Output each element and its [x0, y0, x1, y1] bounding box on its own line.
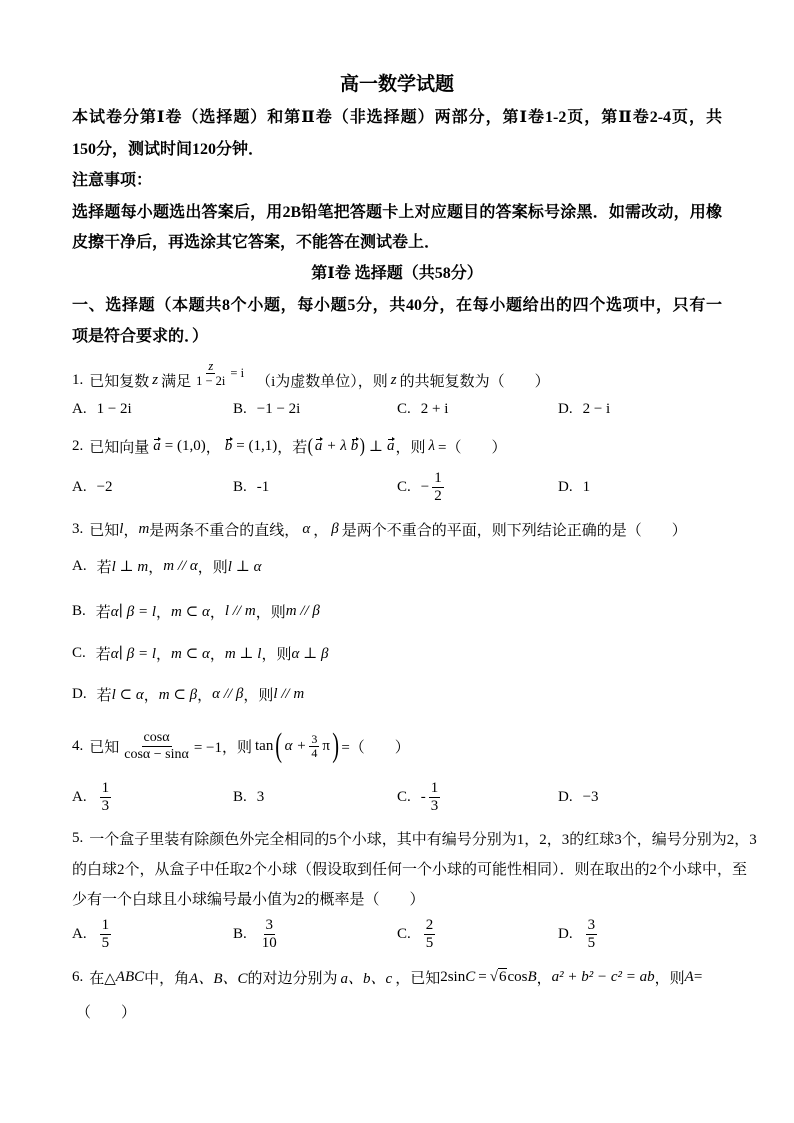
fraction-denominator: 5 — [101, 934, 110, 951]
conclusion: l // m — [273, 685, 305, 702]
question-5-stem-line-3 — [72, 883, 425, 913]
stem-text: （i为虚数单位），则 — [256, 373, 388, 390]
option-a — [72, 389, 132, 429]
separator: ， — [197, 687, 213, 704]
fraction-numerator: 3 — [265, 916, 274, 933]
left-paren: ( — [275, 727, 283, 764]
stem-text: 已知 — [89, 522, 120, 539]
fraction-denominator: 5 — [425, 934, 434, 951]
option-label: B. — [233, 925, 247, 942]
option-text: 若 — [95, 646, 111, 663]
option-fraction — [429, 780, 441, 815]
option-label: D. — [558, 400, 573, 417]
option-label: D. — [558, 478, 573, 495]
option-value: 2 − i — [582, 400, 611, 417]
variable-beta: β — [331, 520, 339, 537]
condition: m ⊥ l — [224, 645, 262, 662]
conclusion: l ⊥ α — [227, 558, 262, 575]
stem-text: 已知 — [89, 739, 120, 756]
option-c — [397, 389, 448, 429]
stem-text: ， — [536, 970, 552, 987]
separator: ， — [156, 604, 172, 621]
option-label: D. — [72, 685, 87, 702]
intro-line-2: 150分，测试时间120分钟． — [72, 141, 265, 158]
equation-rhs: = i — [230, 365, 245, 380]
vector-b: b — [350, 437, 359, 454]
fraction-denominator: 4 — [311, 745, 318, 760]
vector-a: a — [387, 437, 395, 454]
condition: m // α — [163, 557, 198, 574]
stem-text: 满足 — [161, 373, 192, 390]
intro-line-1: 本试卷分第Ⅰ卷（选择题）和第Ⅱ卷（非选择题）两部分，第Ⅰ卷1-2页，第Ⅱ卷2-4页，共 — [72, 109, 722, 126]
question-5-options — [72, 914, 722, 954]
fraction-numerator: 1 — [434, 469, 442, 486]
question-2-stem — [72, 426, 507, 466]
sqrt-radicand: 6 — [498, 969, 507, 985]
variable-c: C — [465, 968, 476, 985]
condition: l ⊥ m — [111, 558, 149, 575]
stem-text: ，则 — [395, 439, 426, 456]
sqrt-sign: √ — [489, 968, 498, 985]
option-label: A. — [72, 788, 87, 805]
option-sign: - — [420, 788, 426, 805]
option-label: A. — [72, 557, 87, 574]
question-number: 1. — [72, 371, 84, 388]
angle-names: A、B、C — [189, 970, 248, 987]
fraction-denominator: 10 — [261, 934, 277, 951]
option-value: −2 — [96, 478, 113, 495]
conclusion: α ⊥ β — [291, 645, 329, 662]
option-value: -1 — [256, 478, 270, 495]
stem-text: 一个盒子里装有除颜色外完全相同的5个小球，其中有编号分别为1，2，3的红球3个，编号分别为2，3 — [89, 831, 757, 848]
notice-line-1: 选择题每小题选出答案后，用2B铅笔把答题卡上对应题目的答案标号涂黑．如需改动，用橡 — [72, 204, 722, 221]
stem-text: ，若 — [277, 439, 308, 456]
question-4-stem — [72, 726, 410, 766]
separator: ，则 — [243, 687, 274, 704]
triangle-name: ABC — [115, 968, 145, 985]
option-fraction — [100, 780, 112, 815]
notice-heading: 注意事项： — [72, 172, 153, 189]
question-number: 5. — [72, 829, 84, 846]
stem-text: ，则 — [654, 970, 685, 987]
option-value: 1 − 2i — [96, 400, 132, 417]
question-number: 4. — [72, 737, 84, 754]
stem-text: 中，角 — [144, 970, 190, 987]
exam-title: 高一数学试题 — [339, 74, 454, 95]
option-value: −1 − 2i — [256, 400, 301, 417]
option-label: A. — [72, 478, 87, 495]
variable-a: A — [684, 968, 694, 985]
option-label: C. — [397, 788, 411, 805]
fraction-denominator: 5 — [587, 934, 596, 951]
notice-line-2: 皮擦干净后，再选涂其它答案，不能答在测试卷上． — [72, 234, 441, 251]
side-relation: a² + b² − c² = ab — [551, 968, 655, 985]
question-5-stem-line-2 — [72, 853, 747, 883]
equals-sign: = — [478, 968, 487, 985]
stem-text: ， — [205, 439, 221, 456]
option-a — [72, 914, 114, 954]
vector-value: = (1,0) — [164, 437, 206, 454]
stem-text: ， — [313, 522, 329, 539]
fraction-numerator: 3 — [311, 731, 318, 746]
stem-text: 在△ — [89, 970, 116, 987]
stem-text: ， — [123, 522, 139, 539]
vector-a: a — [153, 437, 161, 454]
separator: ， — [156, 646, 172, 663]
option-label: B. — [233, 788, 247, 805]
plus-lambda: + λ — [326, 437, 347, 454]
option-label: D. — [558, 788, 573, 805]
condition: α∣ β = l — [110, 645, 157, 662]
stem-text: 已知向量 — [89, 439, 150, 456]
fraction-numerator: 1 — [430, 779, 439, 796]
question-number: 2. — [72, 437, 84, 454]
option-value: 3 — [256, 788, 265, 805]
question-3-option-b — [72, 591, 320, 631]
stem-text: =（ ） — [341, 739, 410, 756]
fraction-numerator: 1 — [101, 779, 110, 796]
question-number: 6. — [72, 968, 84, 985]
option-b — [233, 777, 264, 817]
stem-text: 少有一个白球且小球编号最小值为2的概率是（ ） — [72, 891, 425, 908]
question-6-answer-blank — [76, 991, 136, 1031]
fraction-denominator: 1 − 2i — [196, 373, 226, 388]
option-label: C. — [397, 478, 411, 495]
vector-b: b — [224, 437, 233, 454]
question-2-options — [72, 467, 722, 507]
question-4-options — [72, 777, 722, 817]
condition: α∣ β = l — [110, 603, 157, 620]
right-paren: ) — [332, 727, 340, 764]
option-a — [72, 777, 114, 817]
variable-z: z — [152, 371, 159, 388]
stem-text: 已知复数 — [89, 373, 150, 390]
expression-part: 2sin — [440, 968, 466, 985]
option-label: C. — [72, 644, 86, 661]
fraction-denominator: 2 — [434, 487, 442, 504]
option-label: C. — [397, 400, 411, 417]
option-d — [558, 467, 590, 507]
variable-m: m — [138, 520, 150, 537]
fraction-numerator: 2 — [425, 916, 434, 933]
alpha-plus: α + — [284, 737, 307, 754]
option-d — [558, 389, 610, 429]
variable-lambda: λ — [428, 437, 436, 454]
question-3-option-d — [72, 674, 304, 714]
part-one-heading-line-1: 一、选择题（本题共8个小题，每小题5分，共40分，在每小题给出的四个选项中，只有一 — [72, 297, 722, 314]
option-fraction — [260, 917, 279, 952]
fraction — [122, 730, 191, 763]
option-label: B. — [72, 602, 86, 619]
fraction-numerator: 3 — [587, 916, 596, 933]
fraction-numerator: 1 — [101, 916, 110, 933]
variable-l: l — [119, 520, 124, 537]
option-b — [233, 467, 269, 507]
condition: m ⊂ α — [171, 645, 210, 662]
fraction — [194, 359, 227, 388]
question-1-options — [72, 389, 722, 429]
stem-text: 是两个不重合的平面，则下列结论正确的是（ ） — [341, 522, 687, 539]
option-value: 1 — [582, 478, 591, 495]
option-c — [397, 467, 447, 507]
question-number: 3. — [72, 520, 84, 537]
question-3-option-a — [72, 546, 261, 586]
condition: m ⊂ β — [158, 686, 198, 703]
option-label: A. — [72, 925, 87, 942]
option-c — [397, 777, 443, 817]
condition: α // β — [212, 685, 244, 702]
stem-text: 的白球2个，从盒子中任取2个小球（假设取到任何一个小球的可能性相同）．则在取出的2个小球中，至 — [72, 861, 748, 878]
separator: ，则 — [261, 646, 292, 663]
option-a — [72, 467, 113, 507]
option-fraction — [586, 917, 598, 952]
section-title: 第Ⅰ卷 选择题（共58分） — [311, 265, 483, 282]
right-paren: ) — [359, 435, 366, 457]
option-text: 若 — [95, 604, 111, 621]
tan-function: tan — [255, 737, 274, 754]
option-d — [558, 777, 599, 817]
stem-text: 是两条不重合的直线， — [149, 522, 300, 539]
variable-z: z — [390, 371, 397, 388]
stem-text: = −1，则 — [193, 739, 253, 756]
fraction-denominator: 3 — [430, 797, 439, 814]
option-label: B. — [233, 400, 247, 417]
option-sign: − — [420, 478, 430, 495]
condition: l ⊂ α — [111, 686, 144, 703]
option-value: 2 + i — [420, 400, 449, 417]
option-label: C. — [397, 925, 411, 942]
option-text: 若 — [96, 559, 112, 576]
fraction-denominator: cosα − sinα — [124, 746, 189, 762]
question-5-stem-line-1 — [72, 823, 757, 853]
stem-text: =（ ） — [438, 439, 507, 456]
variable-b: B — [527, 968, 537, 985]
question-3-option-c — [72, 633, 328, 673]
stem-text: 的对边分别为 — [247, 970, 338, 987]
stem-text: ，已知 — [395, 970, 441, 987]
separator: ，则 — [255, 604, 286, 621]
separator: ，则 — [197, 559, 228, 576]
stem-text: 的共轭复数为（ ） — [399, 373, 550, 390]
option-b — [233, 914, 282, 954]
fraction-numerator: cosα — [143, 729, 170, 745]
option-label: B. — [233, 478, 247, 495]
vector-value: = (1,1) — [236, 437, 278, 454]
inner-fraction — [309, 733, 319, 760]
left-paren: ( — [307, 435, 314, 457]
separator: ， — [148, 559, 164, 576]
question-3-stem — [72, 509, 687, 549]
fraction-denominator: 3 — [101, 797, 110, 814]
condition: m ⊂ α — [171, 603, 210, 620]
pi-symbol: π — [322, 737, 330, 754]
perp-symbol: ⊥ — [368, 438, 384, 455]
option-fraction — [432, 470, 444, 505]
condition: l // m — [224, 602, 256, 619]
option-fraction — [100, 917, 112, 952]
separator: ， — [209, 646, 225, 663]
option-d — [558, 914, 600, 954]
conclusion: m // β — [285, 602, 320, 619]
question-6-stem — [72, 957, 702, 997]
separator: ， — [143, 687, 159, 704]
equals-sign: = — [693, 968, 703, 985]
fraction-numerator: z — [208, 358, 214, 373]
option-label: D. — [558, 925, 573, 942]
separator: ， — [209, 604, 225, 621]
option-b — [233, 389, 300, 429]
option-value: −3 — [582, 788, 599, 805]
side-names: a、b、c — [340, 970, 393, 987]
option-fraction — [424, 917, 436, 952]
option-text: 若 — [96, 687, 112, 704]
part-one-heading-line-2: 项是符合要求的．） — [72, 328, 209, 345]
expression-part: cos — [507, 968, 528, 985]
answer-parens: （ ） — [76, 1004, 137, 1021]
variable-alpha: α — [302, 520, 311, 537]
option-label: A. — [72, 400, 87, 417]
option-c — [397, 914, 438, 954]
vector-a: a — [314, 437, 323, 454]
